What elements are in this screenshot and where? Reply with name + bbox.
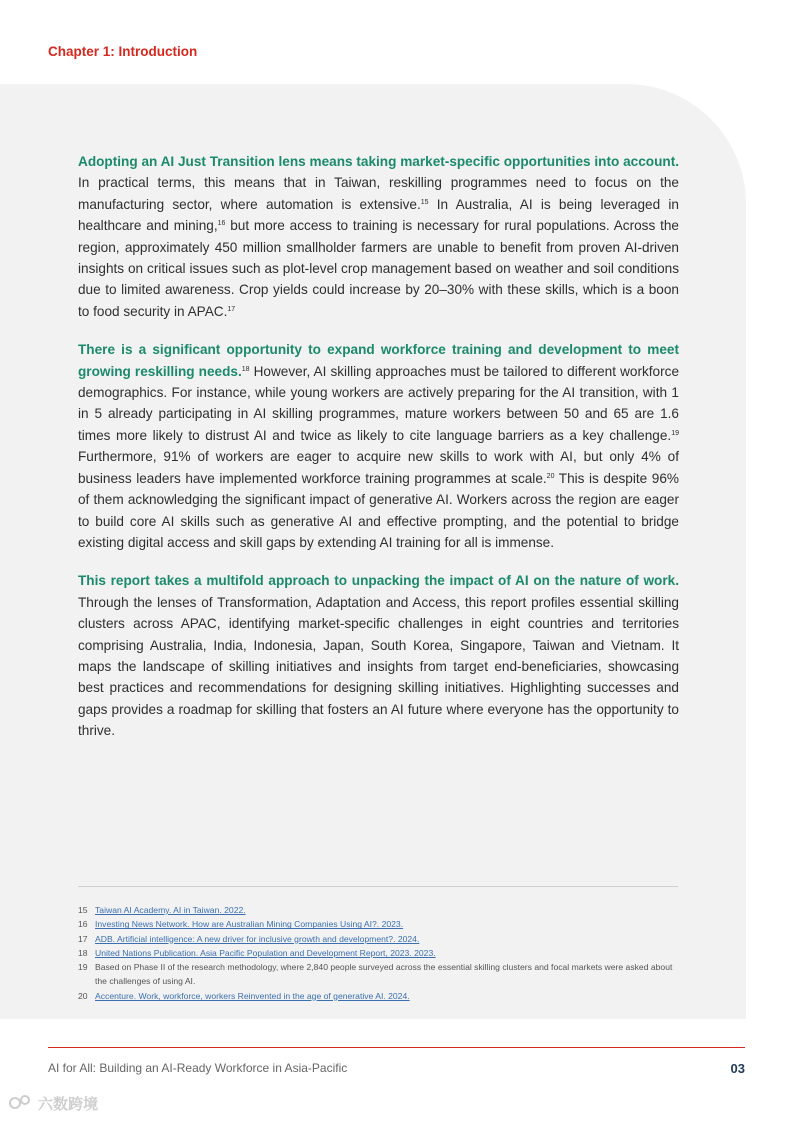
footnote-ref[interactable]: 15 <box>420 198 429 206</box>
footnote-text: Based on Phase II of the research methodology, where 2,840 people surveyed across the essential skilling clusters and focal markets were asked about the challenges of using AI. <box>95 962 673 987</box>
footnote-ref[interactable]: 19 <box>671 429 679 437</box>
paragraph-lead: This report takes a multifold approach to unpacking the impact of AI on the nature of work. <box>78 573 679 589</box>
footnote-number: 17 <box>78 933 88 944</box>
footnote-link[interactable]: Investing News Network. How are Australian Mining Companies Using AI?. 2023. <box>95 919 404 930</box>
paragraph-text: However, AI skilling approaches must be tailored to different workforce demographics. For instance, while young workers are actively preparing for the AI transition, with 1 in 5 already participating in AI skilling programmes, mature workers between 50 and 65 are 1.6 times more likely to distrust AI and twice as likely to cite language barriers as a key challenge. <box>78 363 679 443</box>
footnote-number: 15 <box>78 905 88 915</box>
footer-divider <box>48 1047 745 1048</box>
footnote-ref[interactable]: 18 <box>241 365 250 373</box>
footnote-ref[interactable]: 16 <box>217 220 226 228</box>
footnote-number: 16 <box>78 919 88 930</box>
footnote-link[interactable]: United Nations Publication. Asia Pacific Population and Development Report, 2023. 2023. <box>95 947 436 958</box>
footnote-item <box>78 946 678 960</box>
footnote-item <box>78 989 678 1003</box>
footnotes <box>78 903 678 1003</box>
watermark-text: 六数跨境 <box>38 1096 99 1113</box>
body-paragraph <box>78 570 679 741</box>
footnote-ref[interactable]: 20 <box>546 472 555 480</box>
footnote-link[interactable]: Taiwan AI Academy. AI in Taiwan. 2022. <box>95 905 246 915</box>
paragraph-text: This is despite 96% of them acknowledging the significant impact of generative AI. Workers across the region are eager to build core AI skills such as generative AI and effective prompting, and the potential to bridge existing digital access and skill gaps by extending AI training for all is immense. <box>78 470 679 550</box>
page-number: 03 <box>730 1061 745 1076</box>
paragraph-text: In Australia, AI is being leveraged in healthcare and mining, <box>78 196 679 234</box>
footnote-item <box>78 903 678 917</box>
paragraph-lead: There is a significant opportunity to expand workforce training and development to meet growing reskilling needs. <box>78 342 679 379</box>
footnote-number: 19 <box>78 962 88 973</box>
body-paragraph <box>78 151 679 322</box>
watermark-logo-icon <box>8 1094 34 1114</box>
footnote-link[interactable]: Accenture. Work, workforce, workers Reinvented in the age of generative AI. 2024. <box>95 990 410 1001</box>
paragraph-text: but more access to training is necessary for rural populations. Across the region, approximately 450 million smallholder farmers are unable to benefit from proven AI-driven insights on critical issues such as plot-level crop management based on weather and soil conditions due to limited awareness. Crop yields could increase by 20–30% with these skills, which is a boon to food security in APAC. <box>78 218 679 319</box>
paragraph-text: Through the lenses of Transformation, Adaptation and Access, this report profiles essential skilling clusters across APAC, identifying market-specific challenges in eight countries and territories comprising Australia, India, Indonesia, Japan, South Korea, Singapore, Taiwan and Vietnam. It maps the landscape of skilling initiatives and insights from target end-beneficiaries, showcasing best practices and recommendations for designing skilling initiatives. Highlighting successes and gaps provides a roadmap for skilling that fosters an AI future where everyone has the opportunity to thrive. <box>78 594 679 739</box>
footnote-number: 20 <box>78 990 88 1001</box>
paragraph-text: Furthermore, 91% of workers are eager to acquire new skills to work with AI, but only 4% of business leaders have implemented workforce training programmes at scale. <box>78 449 679 486</box>
footnote-link[interactable]: ADB. Artificial intelligence: A new driver for inclusive growth and development?. 2024. <box>95 933 420 944</box>
body-content <box>78 151 679 759</box>
footnote-item <box>78 917 678 931</box>
paragraph-text: In practical terms, this means that in Taiwan, reskilling programmes need to focus on the manufacturing sector, where automation is extensive. <box>78 175 679 212</box>
footnote-item <box>78 932 678 946</box>
footnote-number: 18 <box>78 947 88 958</box>
body-paragraph <box>78 339 679 553</box>
footnote-divider <box>78 886 678 887</box>
footnote-ref[interactable]: 17 <box>227 305 236 313</box>
footer-title: AI for All: Building an AI-Ready Workforce in Asia-Pacific <box>48 1061 348 1075</box>
footnote-item <box>78 960 678 989</box>
watermark <box>8 1093 98 1114</box>
chapter-heading: Chapter 1: Introduction <box>48 44 198 59</box>
paragraph-lead: Adopting an AI Just Transition lens means taking market-specific opportunities into account. <box>78 154 679 169</box>
